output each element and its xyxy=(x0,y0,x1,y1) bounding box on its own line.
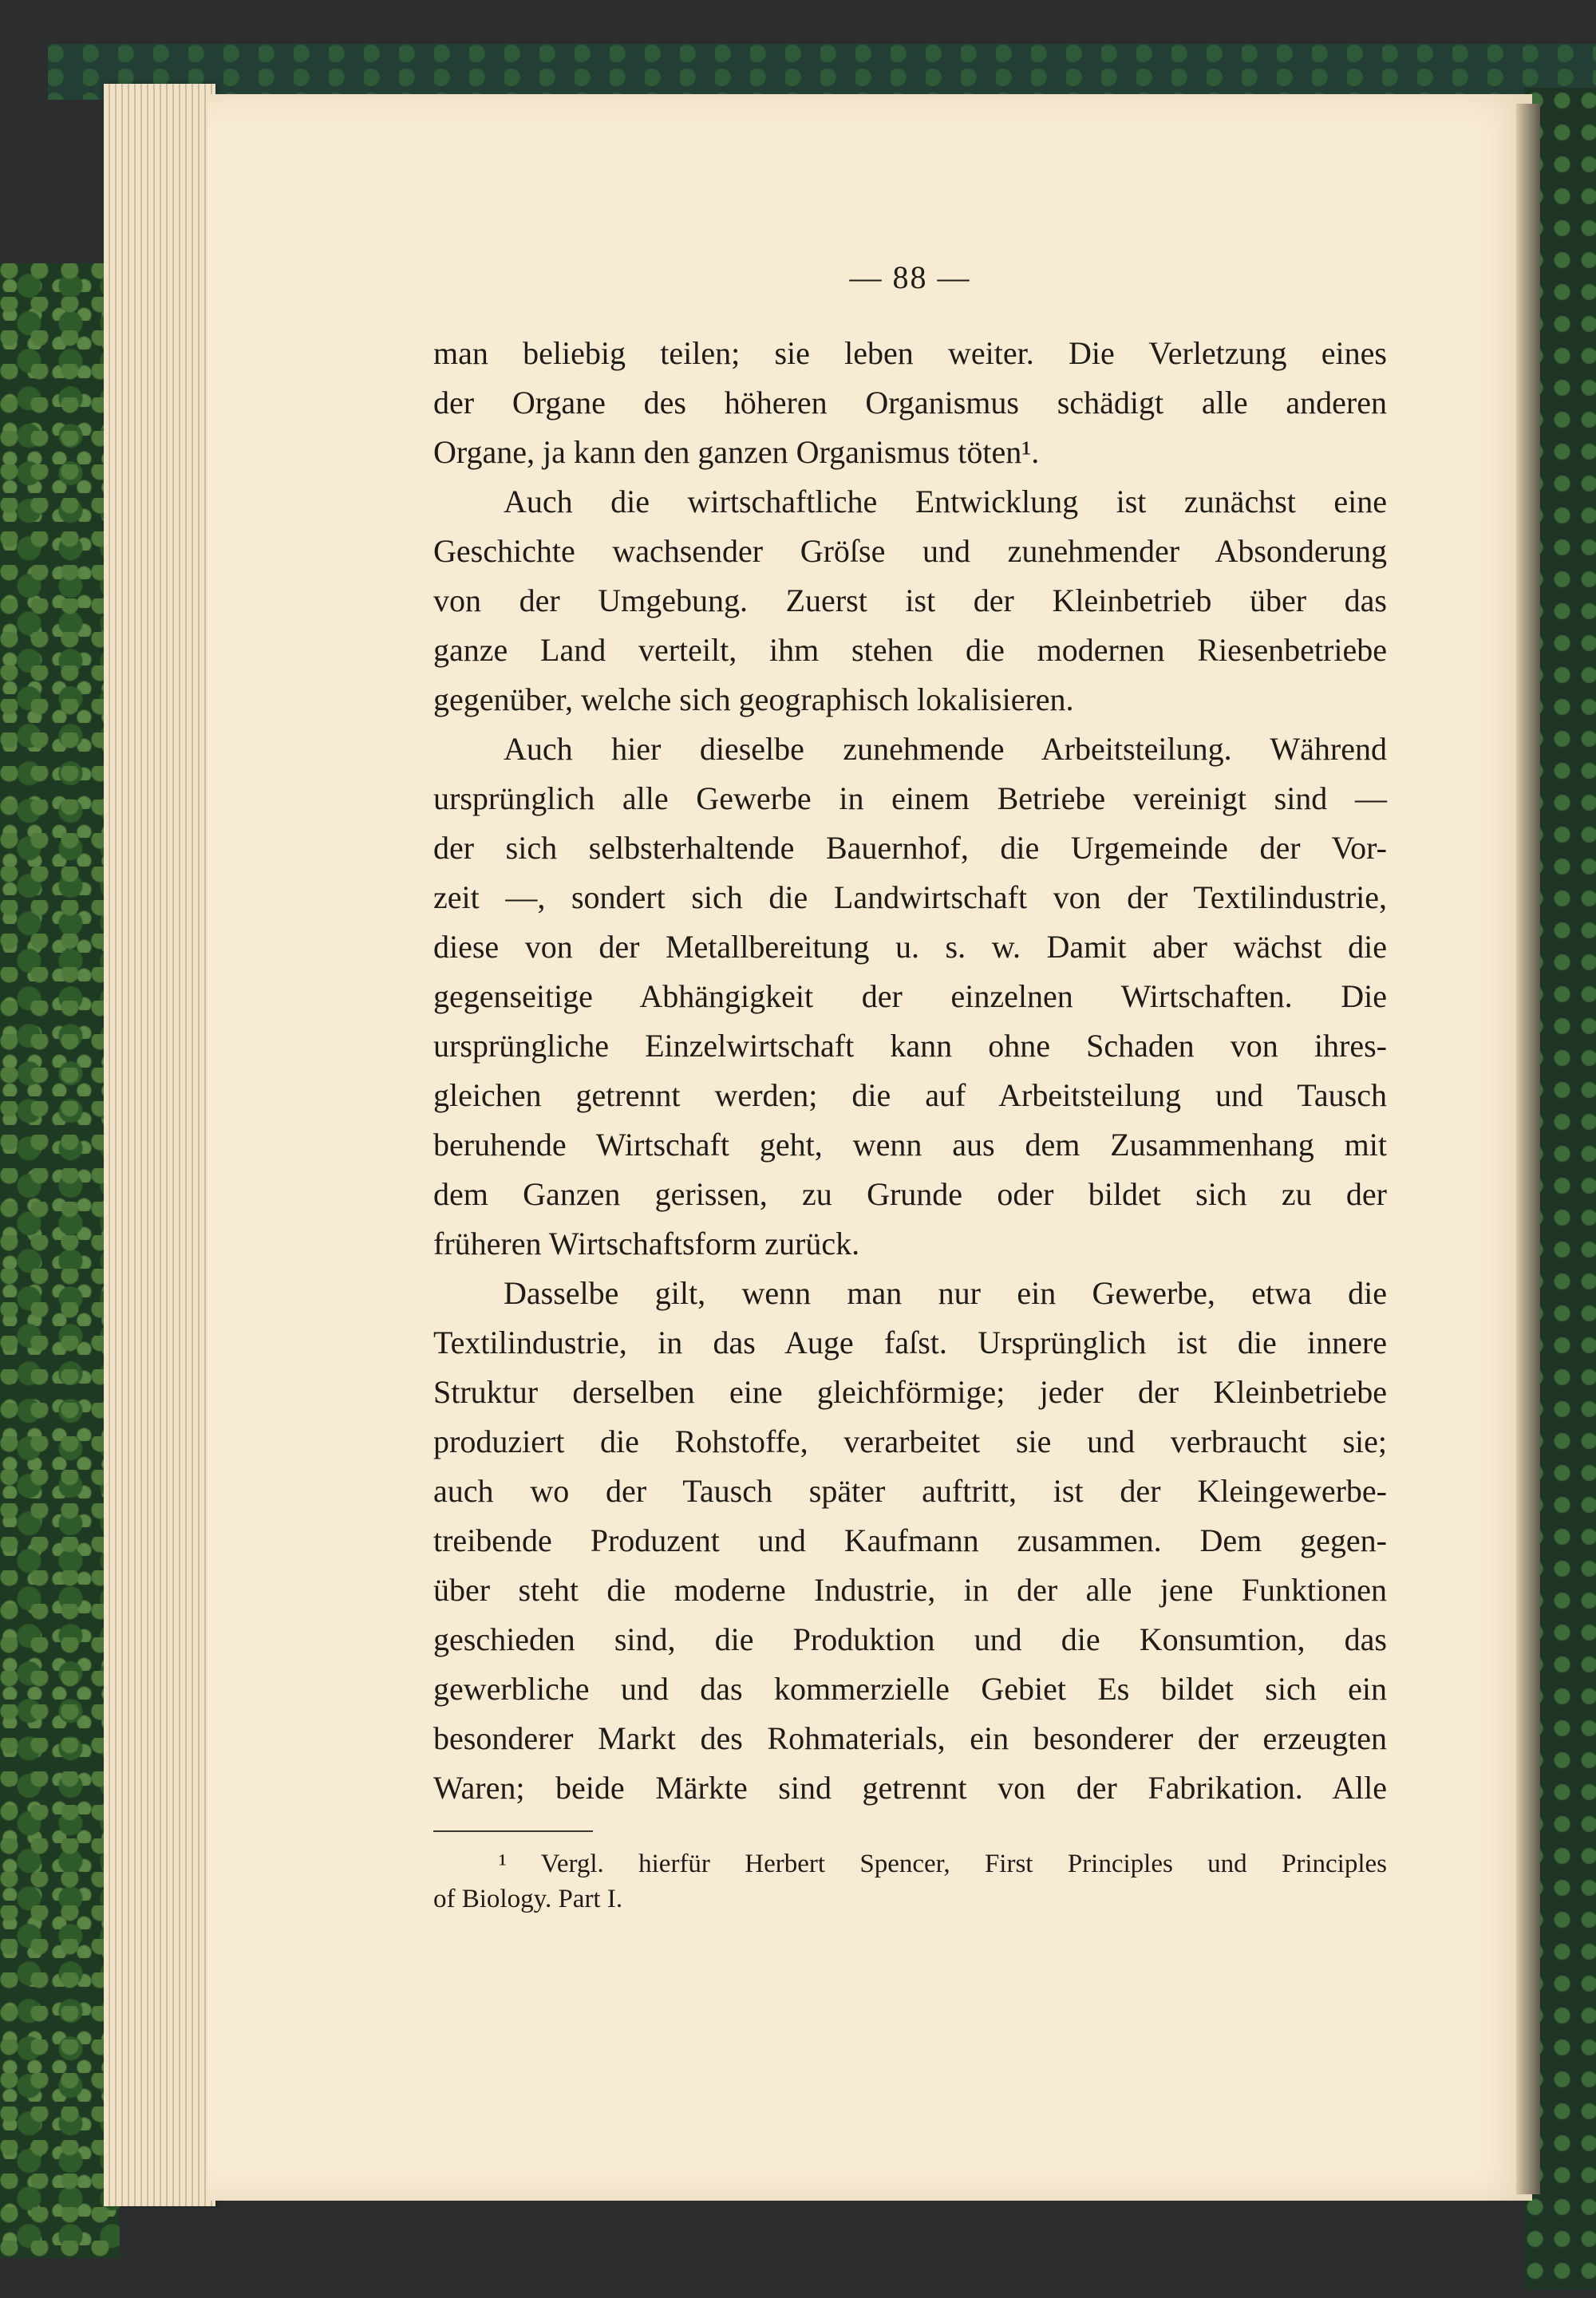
text-line: Auch hier dieselbe zunehmende Arbeitsteilung. Während xyxy=(504,731,1387,767)
footnote-divider xyxy=(433,1830,593,1832)
text-line: der sich selbsterhaltende Bauernhof, die Urgemeinde der Vor- xyxy=(433,830,1387,866)
text-line: gleichen getrennt werden; die auf Arbeitsteilung und Tausch xyxy=(433,1077,1387,1113)
text-line: beruhende Wirtschaft geht, wenn aus dem Zusammenhang mit xyxy=(433,1127,1387,1163)
text-line: Struktur derselben eine gleichförmige; jeder der Kleinbetriebe xyxy=(433,1374,1387,1410)
footnote-line: ¹ Vergl. hierfür Herbert Spencer, First Principles und Principles xyxy=(499,1850,1387,1878)
text-line: gewerbliche und das kommerzielle Gebiet Es bildet sich ein xyxy=(433,1671,1387,1707)
book-cover-top xyxy=(48,44,1596,100)
text-line: Organe, ja kann den ganzen Organismus töten¹. xyxy=(433,434,1040,470)
text-line: Auch die wirtschaftliche Entwicklung ist zunächst eine xyxy=(504,484,1387,519)
page-edges xyxy=(104,84,215,2206)
text-line: Textilindustrie, in das Auge faſst. Ursprünglich ist die innere xyxy=(433,1325,1387,1360)
text-line: ursprünglich alle Gewerbe in einem Betriebe vereinigt sind — xyxy=(433,780,1387,816)
book-cover-left xyxy=(0,263,120,2258)
text-line: besonderer Markt des Rohmaterials, ein besonderer der erzeugten xyxy=(433,1720,1387,1756)
text-line: diese von der Metallbereitung u. s. w. Damit aber wächst die xyxy=(433,929,1387,965)
text-line: man beliebig teilen; sie leben weiter. Die Verletzung eines xyxy=(433,335,1387,371)
text-line: Waren; beide Märkte sind getrennt von der Fabrikation. Alle xyxy=(433,1770,1387,1806)
page-text xyxy=(433,247,1387,1917)
text-line: zeit —, sondert sich die Landwirtschaft von der Textilindustrie, xyxy=(433,879,1387,915)
text-line: auch wo der Tausch später auftritt, ist der Kleingewerbe- xyxy=(433,1473,1387,1509)
text-line: ganze Land verteilt, ihm stehen die modernen Riesenbetriebe xyxy=(433,632,1387,668)
text-line: gegenüber, welche sich geographisch lokalisieren. xyxy=(433,681,1074,717)
text-line: Geschichte wachsender Gröſse und zunehmender Absonderung xyxy=(433,533,1387,569)
page-number: — 88 — xyxy=(849,259,971,295)
text-line: von der Umgebung. Zuerst ist der Kleinbetrieb über das xyxy=(433,582,1387,618)
text-line: früheren Wirtschaftsform zurück. xyxy=(433,1226,860,1262)
text-line: geschieden sind, die Produktion und die Konsumtion, das xyxy=(433,1621,1387,1657)
text-line: dem Ganzen gerissen, zu Grunde oder bildet sich zu der xyxy=(433,1176,1387,1212)
text-line: treibende Produzent und Kaufmann zusammen. Dem gegen- xyxy=(433,1522,1387,1558)
footnote-line: of Biology. Part I. xyxy=(433,1885,623,1913)
text-line: Dasselbe gilt, wenn man nur ein Gewerbe, etwa die xyxy=(504,1275,1387,1311)
text-line: der Organe des höheren Organismus schädigt alle anderen xyxy=(433,385,1387,421)
text-line: über steht die moderne Industrie, in der alle jene Funktionen xyxy=(433,1572,1387,1608)
text-line: produziert die Rohstoffe, verarbeitet sie und verbraucht sie; xyxy=(433,1423,1387,1459)
text-line: gegenseitige Abhängigkeit der einzelnen Wirtschaften. Die xyxy=(433,978,1387,1014)
text-line: ursprüngliche Einzelwirtschaft kann ohne Schaden von ihres- xyxy=(433,1028,1387,1064)
page-gutter-shadow xyxy=(1516,104,1540,2194)
